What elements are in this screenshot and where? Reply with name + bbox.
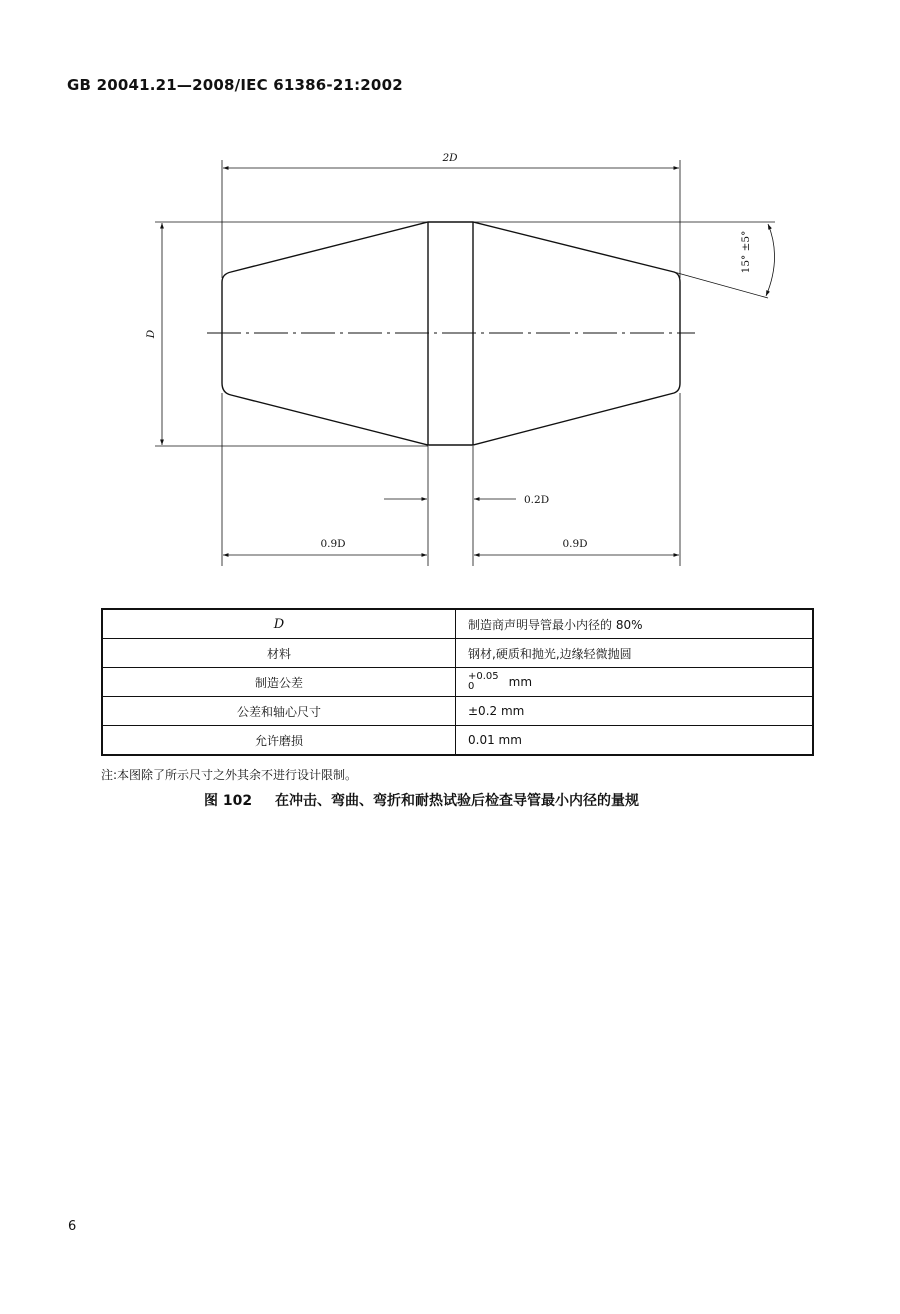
- dim-label-d: D: [145, 329, 157, 339]
- table-cell-param: D: [102, 609, 456, 639]
- dim-arc-angle: [766, 224, 775, 296]
- dim-label-0-9d-left: 0.9D: [320, 538, 346, 550]
- dim-label-angle: 15° ±5°: [740, 230, 752, 274]
- table-cell-value: 钢材,硬质和抛光,边缘轻微抛圆: [456, 639, 814, 668]
- figure-title: 在冲击、弯曲、弯折和耐热试验后检查导管最小内径的量规: [274, 793, 639, 809]
- gauge-technical-drawing: [0, 0, 900, 600]
- figure-note: 注:本图除了所示尺寸之外其余不进行设计限制。: [101, 768, 358, 782]
- tolerance-unit: mm: [508, 675, 533, 689]
- tolerance-lower: 0: [468, 681, 475, 692]
- tolerance-upper: +0.05: [468, 671, 499, 682]
- table-cell-param: 制造公差: [102, 668, 456, 697]
- table-cell-param: 材料: [102, 639, 456, 668]
- table-cell-value: 制造商声明导管最小内径的 80%: [456, 609, 814, 639]
- table-cell-value: 0.01 mm: [456, 726, 814, 756]
- dim-label-2d: 2D: [442, 152, 458, 164]
- table-row: [102, 726, 813, 756]
- spec-table: [101, 608, 814, 756]
- table-row: [102, 668, 813, 697]
- table-cell-value: ±0.2 mm: [456, 697, 814, 726]
- table-cell-param: 允许磨损: [102, 726, 456, 756]
- gauge-body-outline: [222, 222, 680, 445]
- standard-header: GB 20041.21—2008/IEC 61386-21:2002: [67, 76, 403, 94]
- page-number: 6: [68, 1219, 77, 1234]
- dim-label-0-9d-right: 0.9D: [562, 538, 588, 550]
- table-cell-param: 公差和轴心尺寸: [102, 697, 456, 726]
- tolerance-stack: [468, 672, 499, 692]
- table-row: [102, 609, 813, 639]
- figure-number: 图 102: [204, 793, 253, 809]
- table-cell-value: [456, 668, 814, 697]
- extension-lines: [155, 160, 775, 566]
- table-row: [102, 639, 813, 668]
- figure-caption: [204, 790, 639, 810]
- dim-label-0-2d: 0.2D: [524, 494, 550, 506]
- table-row: [102, 697, 813, 726]
